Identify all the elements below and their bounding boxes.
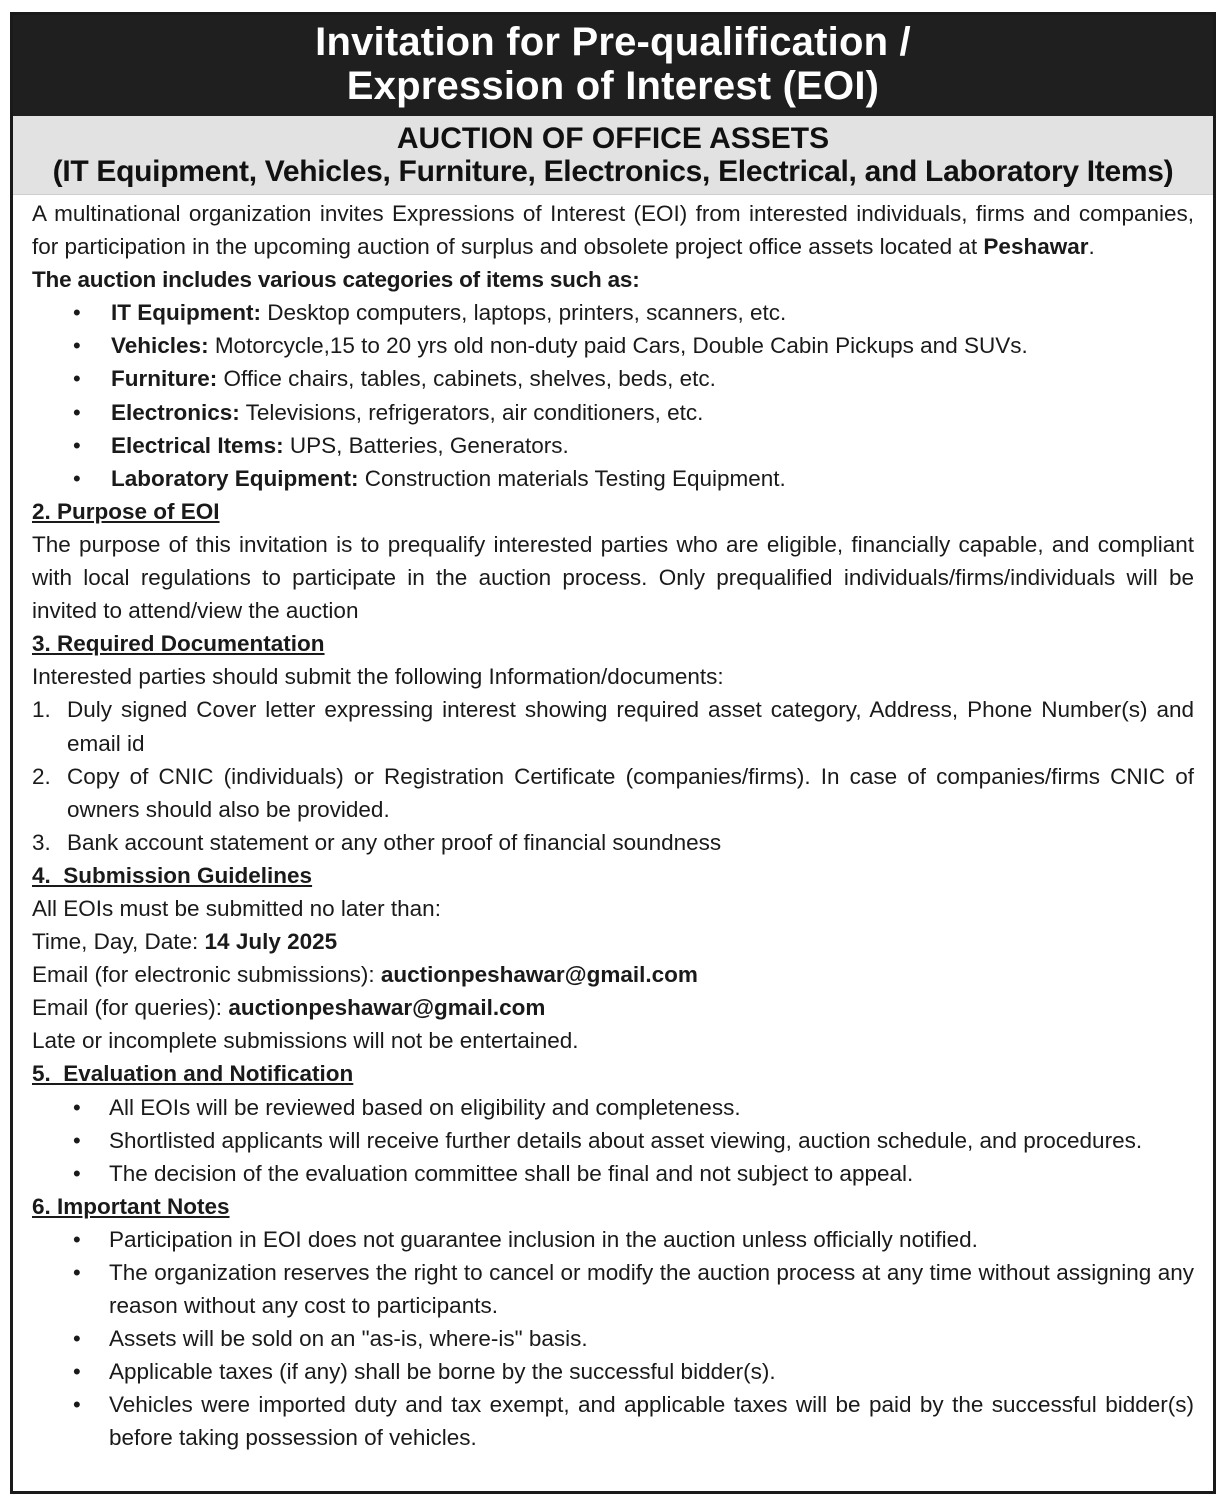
category-text: Televisions, refrigerators, air conditioners, etc. (239, 399, 704, 425)
submission-heading: 4. Submission Guidelines (32, 862, 313, 888)
intro-period: . (1088, 234, 1095, 260)
category-text: Motorcycle,15 to 20 yrs old non-duty paid Cars, Double Cabin Pickups and SUVs. (208, 333, 1028, 359)
list-item (90, 329, 1194, 362)
email-submit-label: Email (for electronic submissions): (32, 962, 381, 988)
notes-heading: 6. Important Notes (32, 1193, 230, 1219)
category-text: UPS, Batteries, Generators. (283, 432, 569, 458)
category-label: Vehicles: (111, 333, 209, 359)
notice-frame (10, 12, 1216, 1494)
item-number: 3. (32, 829, 51, 855)
list-item: • All EOIs will be reviewed based on eligibility and completeness. (90, 1091, 1194, 1124)
documentation-list (32, 693, 1194, 858)
category-label: Electrical Items: (111, 432, 284, 458)
email-submit-link[interactable]: auctionpeshawar@gmail.com (380, 962, 698, 988)
list-item: • Participation in EOI does not guarantee inclusion in the auction unless officially notified. (90, 1223, 1194, 1256)
email-query-label: Email (for queries): (32, 995, 229, 1021)
evaluation-list (32, 1091, 1194, 1190)
list-item: • Applicable taxes (if any) shall be borne by the successful bidder(s). (90, 1355, 1194, 1388)
list-item: • The decision of the evaluation committee shall be final and not subject to appeal. (90, 1157, 1194, 1190)
subtitle-line-2: (IT Equipment, Vehicles, Furniture, Electronics, Electrical, and Laboratory Items) (52, 155, 1174, 188)
item-text: Duly signed Cover letter expressing interest showing required asset category, Address, Phone Number(s) and email id (67, 697, 1194, 756)
list-item (90, 396, 1194, 429)
date-label: Time, Day, Date: (32, 929, 205, 955)
category-text: Office chairs, tables, cabinets, shelves, beds, etc. (217, 366, 716, 392)
list-item: • The organization reserves the right to cancel or modify the auction process at any time without assigning any reason without any cost to participants. (90, 1256, 1194, 1322)
category-label: Laboratory Equipment: (111, 465, 359, 491)
item-number: 1. (32, 697, 51, 723)
category-label: Electronics: (111, 399, 240, 425)
purpose-heading: 2. Purpose of EOI (32, 498, 220, 524)
submission-email (32, 958, 1194, 991)
list-item (90, 296, 1194, 329)
category-label: IT Equipment: (111, 300, 261, 326)
category-label: Furniture: (111, 366, 218, 392)
email-query-link[interactable]: auctionpeshawar@gmail.com (228, 995, 546, 1021)
category-text: Desktop computers, laptops, printers, scanners, etc. (261, 300, 787, 326)
list-item: • Vehicles were imported duty and tax exempt, and applicable taxes will be paid by the successful bidder(s) before taking possession of vehicles. (90, 1388, 1194, 1454)
submission-deadline-intro: All EOIs must be submitted no later than: (32, 895, 441, 921)
query-email (32, 991, 1194, 1024)
late-note: Late or incomplete submissions will not be entertained. (32, 1028, 579, 1054)
documentation-heading: 3. Required Documentation (32, 631, 325, 657)
intro-text: A multinational organization invites Expressions of Interest (EOI) from interested individuals, firms and companies, for participation in the upcoming auction of surplus and obsolete project office assets located at (32, 201, 1194, 260)
item-text: Copy of CNIC (individuals) or Registration Certificate (companies/firms). In case of companies/firms CNIC of owners should also be provided. (67, 763, 1194, 822)
date-value: 14 July 2025 (204, 929, 338, 955)
list-item: • Shortlisted applicants will receive further details about asset viewing, auction schedule, and procedures. (90, 1124, 1194, 1157)
categories-list (32, 296, 1194, 495)
list-item (90, 429, 1194, 462)
intro-paragraph (32, 197, 1194, 263)
notice-body (13, 195, 1213, 1455)
item-text: Bank account statement or any other proof of financial soundness (67, 829, 722, 855)
list-item (90, 362, 1194, 395)
list-item: • Assets will be sold on an "as-is, where-is" basis. (90, 1322, 1194, 1355)
title-banner (13, 15, 1213, 116)
list-item (90, 462, 1194, 495)
subtitle-line-1: AUCTION OF OFFICE ASSETS (396, 122, 830, 155)
notes-list (32, 1223, 1194, 1455)
evaluation-heading: 5. Evaluation and Notification (32, 1061, 354, 1087)
purpose-text: The purpose of this invitation is to prequalify interested parties who are eligible, financially capable, and compliant with local regulations to participate in the auction process. Only prequalified individuals/firms/individuals will be invited to attend/view the auction (32, 531, 1194, 624)
intro-location: Peshawar (983, 234, 1089, 260)
documentation-intro: Interested parties should submit the following Information/documents: (32, 664, 724, 690)
submission-date (32, 925, 1194, 958)
list-item (32, 826, 1194, 859)
categories-heading: The auction includes various categories of items such as: (32, 267, 640, 293)
list-item (32, 760, 1194, 826)
list-item (32, 693, 1194, 759)
title-line-1: Invitation for Pre-qualification / (315, 20, 911, 64)
item-number: 2. (32, 763, 51, 789)
category-text: Construction materials Testing Equipment. (358, 465, 786, 491)
subtitle-banner (13, 116, 1213, 195)
title-line-2: Expression of Interest (EOI) (346, 64, 880, 108)
